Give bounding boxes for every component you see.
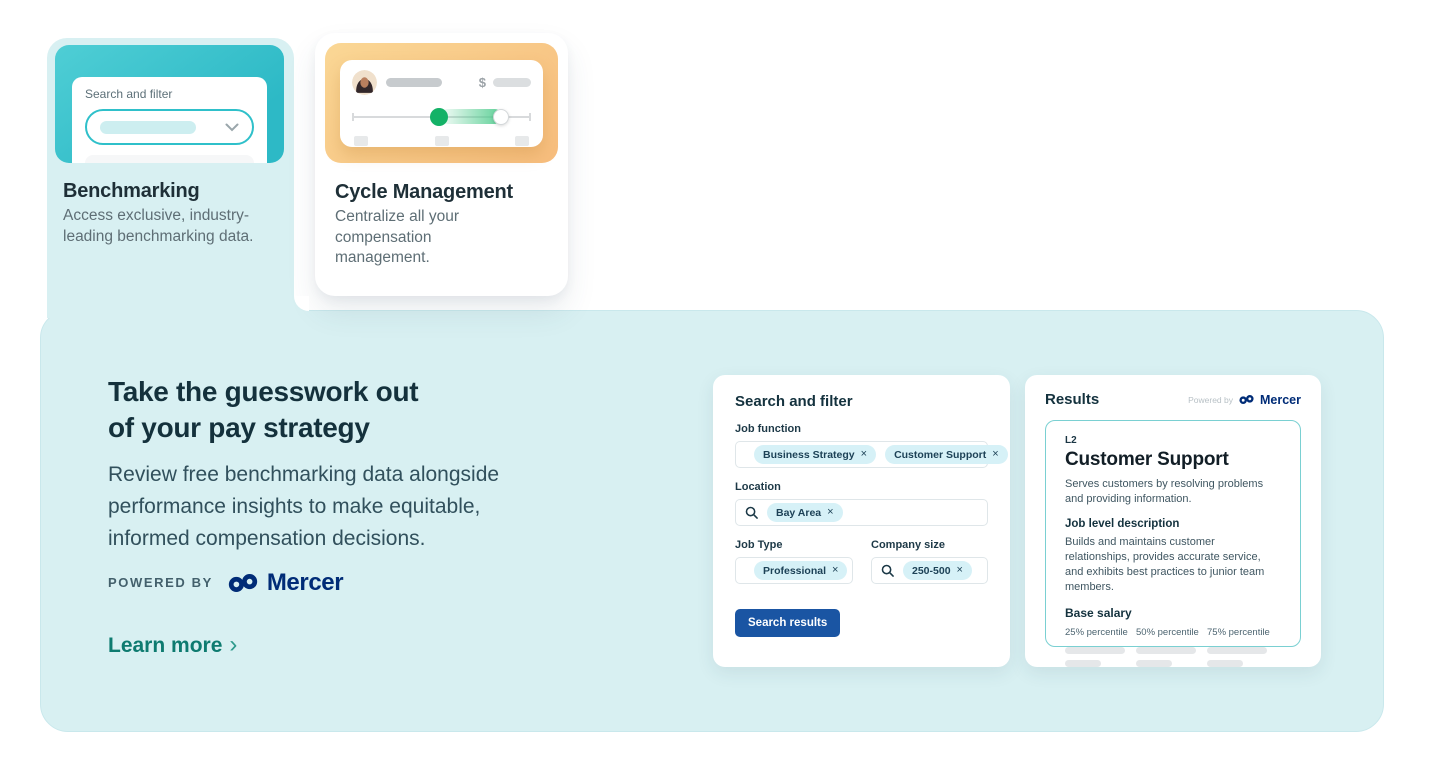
placeholder-bar: [1065, 647, 1125, 654]
tab-benchmarking-description: Access exclusive, industry-leading benchmarking data.: [63, 207, 254, 245]
percentile-column: [1065, 627, 1136, 667]
avatar: [352, 70, 377, 95]
close-icon[interactable]: ×: [827, 506, 834, 518]
hero-body: [108, 459, 499, 555]
powered-by-label: Powered by: [1188, 394, 1233, 405]
tab-cycle-description: Centralize all your compensation management.: [335, 208, 460, 267]
chip-label: Bay Area: [776, 506, 822, 519]
job-function-label: Job function: [735, 423, 801, 435]
preview-select-faded: [85, 155, 254, 163]
search-card-title: Search and filter: [735, 393, 853, 410]
preview-pay-card: [340, 60, 543, 147]
chevron-down-icon: [225, 123, 239, 132]
benchmarking-preview-image: [55, 45, 284, 163]
chip-label: 250-500: [912, 564, 951, 577]
tab-cycle-title: Cycle Management: [335, 181, 513, 203]
job-level-description-label: Job level description: [1065, 518, 1180, 531]
filter-chip[interactable]: [767, 503, 843, 522]
chevron-right-icon: ›: [229, 630, 238, 658]
chip-label: Customer Support: [894, 448, 987, 461]
page-title-line1: Take the guesswork out: [108, 376, 419, 407]
percentile-label: 25% percentile: [1065, 627, 1128, 639]
filter-chip[interactable]: [754, 445, 876, 464]
search-results-button[interactable]: Search results: [735, 609, 840, 637]
slider-tick-label: [435, 136, 449, 146]
filter-chip[interactable]: [754, 561, 847, 580]
slider-handle-left: [430, 108, 448, 126]
page-title-line2: of your pay strategy: [108, 411, 370, 443]
base-salary-label: Base salary: [1065, 606, 1132, 621]
dollar-sign: $: [478, 75, 486, 90]
company-size-input[interactable]: [871, 557, 988, 584]
close-icon[interactable]: ×: [956, 564, 963, 576]
search-icon: [881, 564, 894, 577]
hero-section: [108, 374, 499, 660]
preview-search-panel: [72, 77, 267, 163]
results-title: Results: [1045, 391, 1100, 408]
mercer-wordmark: Mercer: [1260, 392, 1301, 407]
job-summary: Serves customers by resolving problems and providing information.: [1065, 478, 1264, 506]
mercer-logo: [226, 569, 343, 597]
close-icon[interactable]: ×: [860, 448, 868, 460]
tab-cycle-management[interactable]: [315, 33, 568, 296]
job-level-badge: L2: [1065, 435, 1077, 446]
location-input[interactable]: [735, 499, 988, 526]
percentile-label: 50% percentile: [1136, 627, 1199, 639]
placeholder-bar: [1136, 647, 1196, 654]
placeholder-bar: [1065, 660, 1101, 667]
placeholder-bar: [1207, 647, 1267, 654]
preview-search-label: Search and filter: [85, 87, 173, 101]
job-title: Customer Support: [1065, 449, 1229, 470]
percentile-column: [1207, 627, 1278, 667]
mercer-wordmark: Mercer: [266, 568, 344, 596]
mercer-logo-icon: [226, 570, 260, 596]
slider-tick-label: [354, 136, 368, 146]
hero-body-line2: performance insights to make equitable,: [108, 495, 481, 518]
tab-benchmarking[interactable]: [47, 38, 294, 318]
slider-handle-right: [493, 109, 509, 125]
company-size-label: Company size: [871, 539, 945, 551]
cycle-preview-image: [325, 43, 558, 163]
placeholder-pill: [386, 78, 442, 87]
page-title: [108, 374, 499, 445]
mercer-logo-icon: [1238, 393, 1255, 406]
search-and-filter-card: [713, 375, 1010, 667]
job-level-description-text: Builds and maintains customer relationships, provides accurate service, and exhibits best practices to junior team members.: [1065, 536, 1265, 594]
learn-more-link[interactable]: [108, 630, 499, 660]
hero-body-line3: informed compensation decisions.: [108, 526, 426, 550]
chip-label: Business Strategy: [763, 448, 855, 461]
hero-body-line1: Review free benchmarking data alongside: [108, 463, 500, 487]
tab-benchmarking-title: Benchmarking: [63, 180, 200, 202]
slider-tick-label: [515, 136, 529, 146]
placeholder-bar: [1136, 660, 1172, 667]
location-label: Location: [735, 481, 781, 493]
salary-range-slider: [352, 107, 531, 127]
filter-chip[interactable]: [885, 445, 1008, 464]
job-type-input[interactable]: [735, 557, 853, 584]
learn-more-label: Learn more: [108, 634, 223, 658]
results-card: [1025, 375, 1321, 667]
job-type-label: Job Type: [735, 539, 783, 551]
placeholder-pill: [100, 121, 196, 134]
results-powered-by: [1188, 393, 1301, 407]
placeholder-pill: [493, 78, 531, 87]
filter-chip[interactable]: [903, 561, 972, 580]
job-function-input[interactable]: [735, 441, 999, 468]
search-icon: [745, 506, 758, 519]
close-icon[interactable]: ×: [992, 448, 999, 460]
close-icon[interactable]: ×: [832, 564, 839, 576]
percentile-column: [1136, 627, 1207, 667]
placeholder-bar: [1207, 660, 1243, 667]
percentile-label: 75% percentile: [1207, 627, 1270, 639]
preview-select: [85, 109, 254, 145]
result-detail-card: [1045, 420, 1301, 647]
powered-by-label: POWERED BY: [108, 575, 213, 591]
chip-label: Professional: [763, 564, 827, 577]
